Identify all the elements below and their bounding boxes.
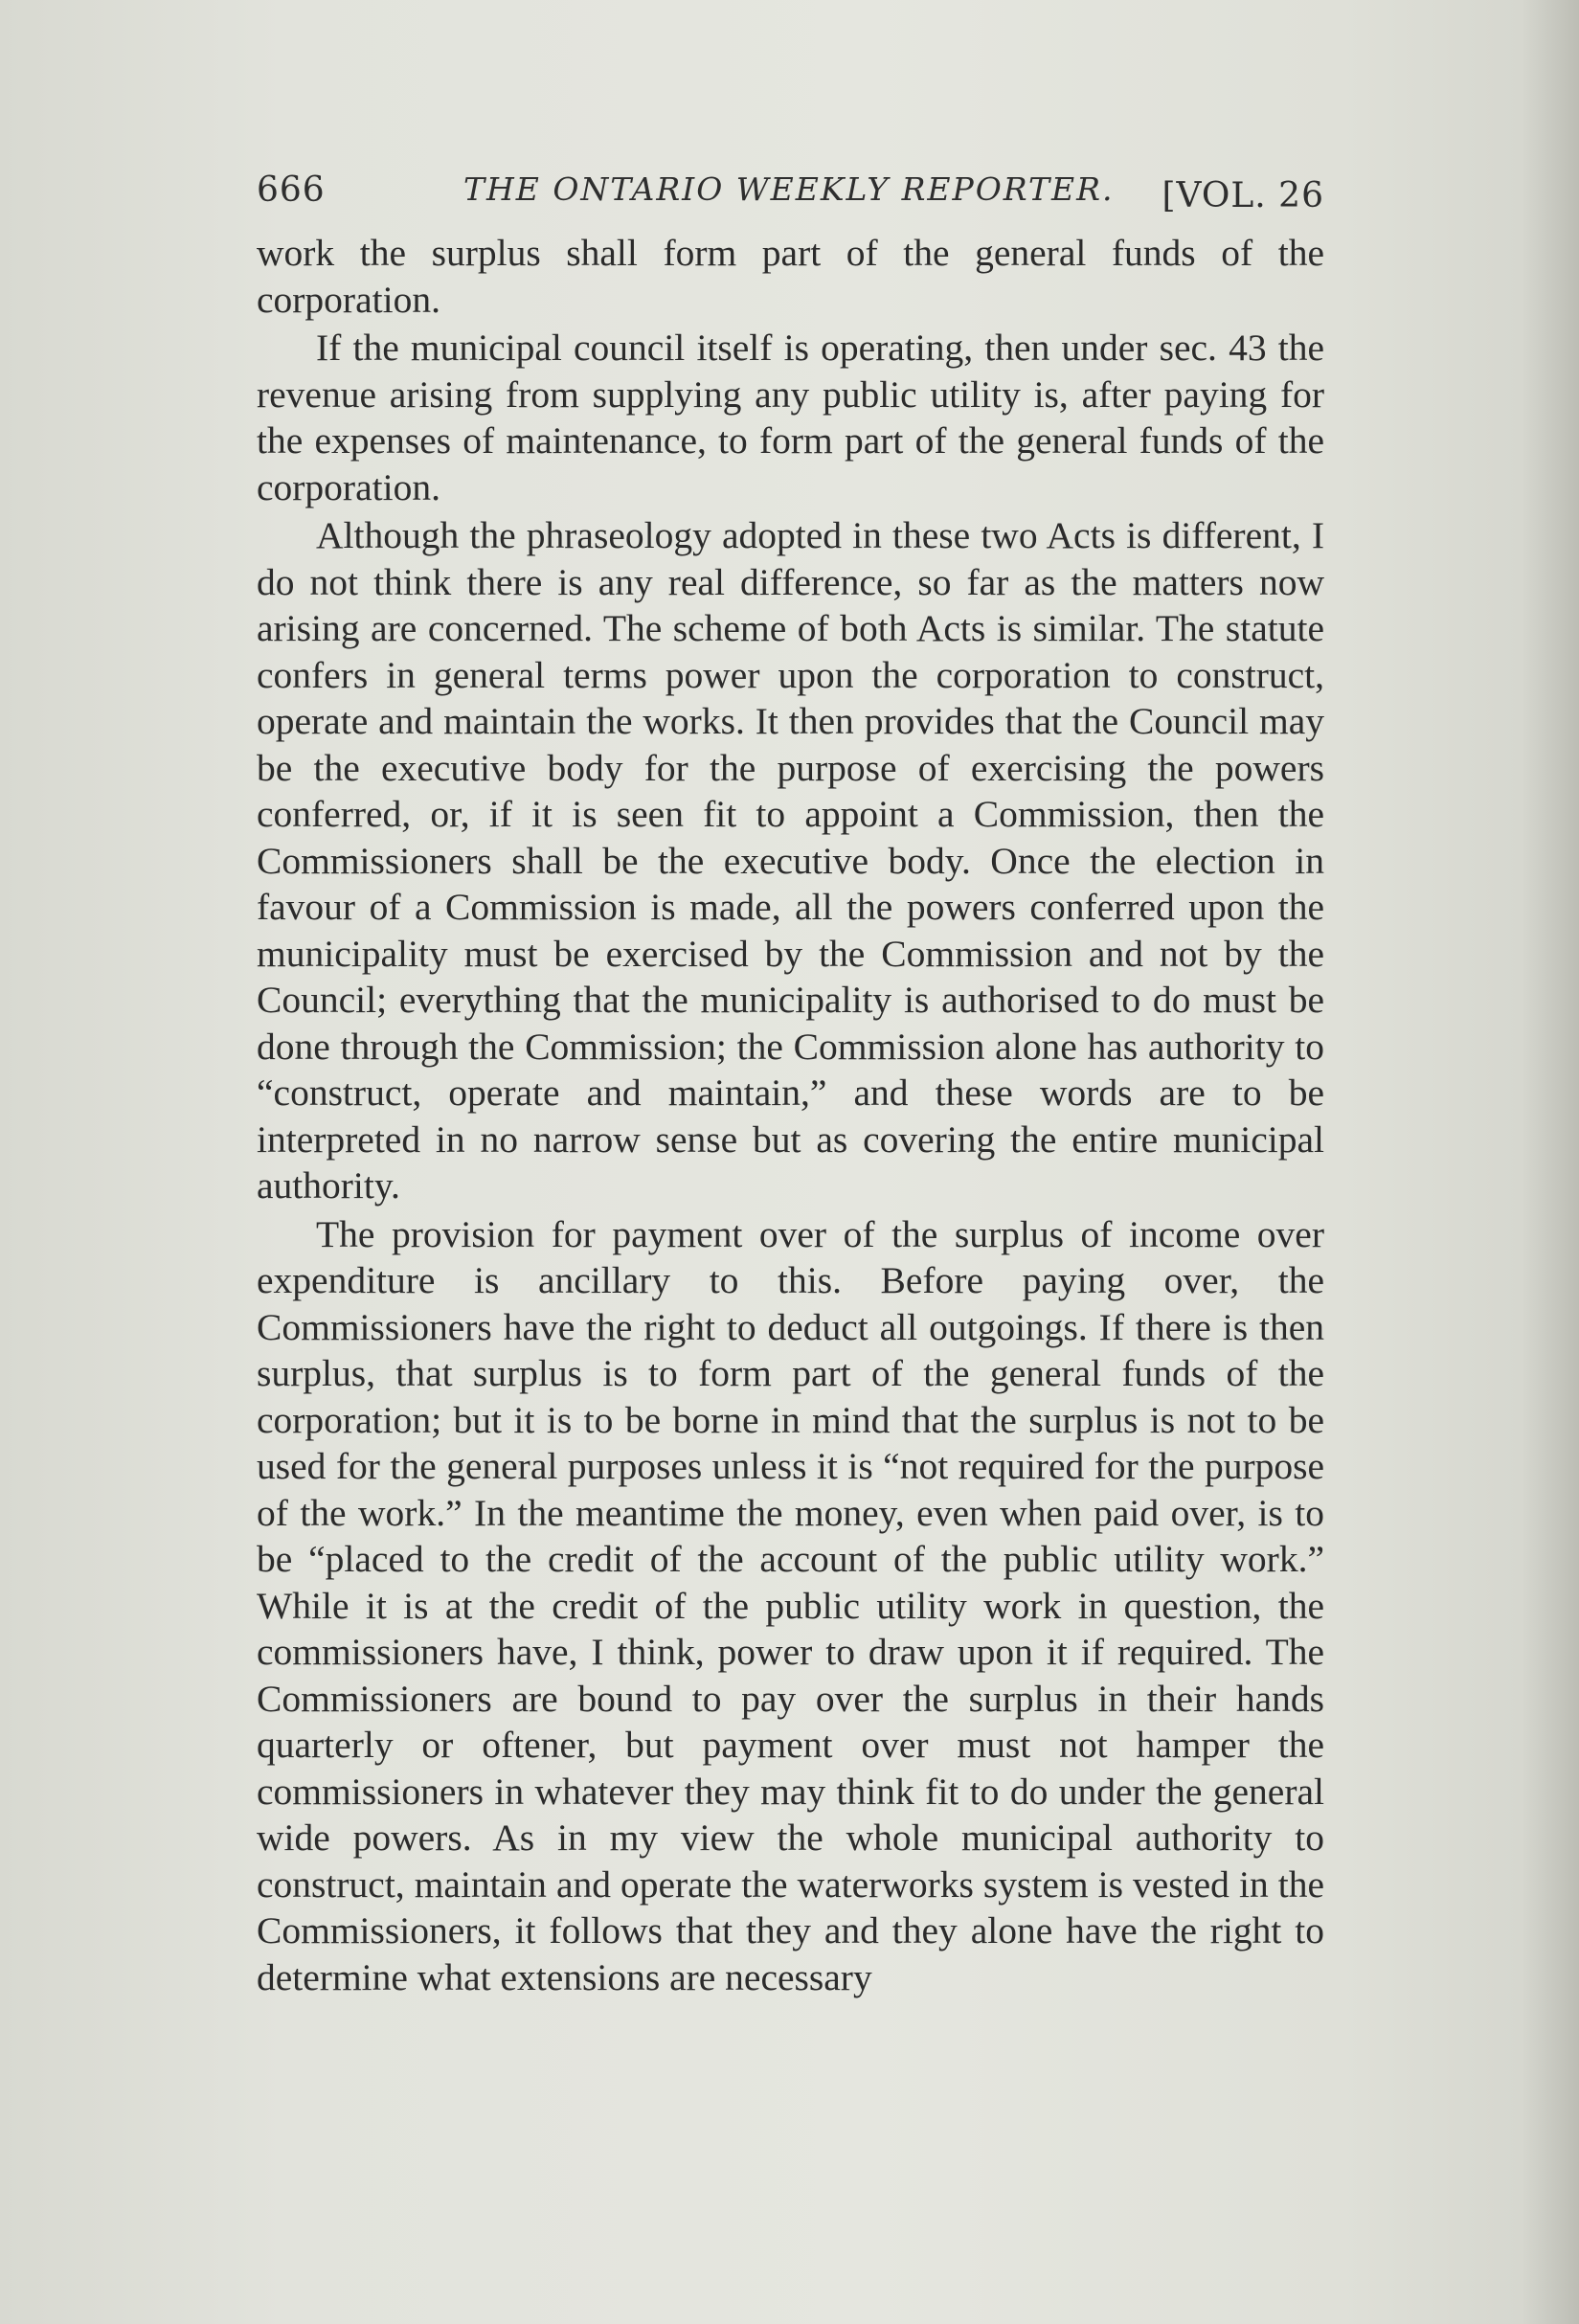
body-text bbox=[257, 230, 1324, 2000]
running-title: THE ONTARIO WEEKLY REPORTER. bbox=[463, 170, 1115, 208]
paragraph: work the surplus shall form part of the general funds of the corporation. bbox=[257, 232, 1324, 321]
volume-label: [VOL. 26 bbox=[1162, 176, 1324, 215]
paragraph: If the municipal council itself is operating, then under sec. 43 the revenue arising from supplying any public utility is, after paying for the expenses of maintenance, to form part of the general funds of the corporation. bbox=[257, 327, 1324, 508]
page-header bbox=[257, 163, 1324, 220]
paragraph: The provision for payment over of the surplus of income over expenditure is ancillary to this. Before paying over, the Commissioners have the right to deduct all outgoings. If there is then surplus, that surplus is to form part of the general funds of the corporation; but it is to be borne in mind that the surplus is not to be used for the general purposes unless it is “not required for the purpose of the work.” In the meantime the money, even when paid over, is to be “placed to the credit of the account of the public utility work.” While it is at the credit of the public utility work in question, the commissioners have, I think, power to draw upon it if required. The Commissioners are bound to pay over the surplus in their hands quarterly or oftener, but payment over must not hamper the commissioners in whatever they may think fit to do under the general wide powers. As in my view the whole municipal authority to construct, maintain and operate the waterworks system is vested in the Commissioners, it follows that they and they alone have the right to determine what extensions are necessary bbox=[257, 1212, 1324, 1998]
page-number: 666 bbox=[257, 170, 326, 210]
paragraph: Although the phraseology adopted in these two Acts is different, I do not think there is any real difference, so far as the matters now arising are concerned. The scheme of both Acts is similar. The statute confers in general terms power upon the corporation to construct, operate and maintain the works. It then provides that the Council may be the executive body for the purpose of exercising the powers conferred, or, if it is seen fit to appoint a Commission, then the Commissioners shall be the executive body. Once the election in favour of a Commission is made, all the powers conferred upon the municipality must be exercised by the Commission and not by the Council; everything that the municipality is authorised to do must be done through the Commission; the Commission alone has authority to “construct, operate and maintain,” and these words are to be interpreted in no narrow sense but as covering the entire municipal authority. bbox=[257, 514, 1324, 1207]
page-edge-shadow bbox=[1522, 0, 1579, 2324]
